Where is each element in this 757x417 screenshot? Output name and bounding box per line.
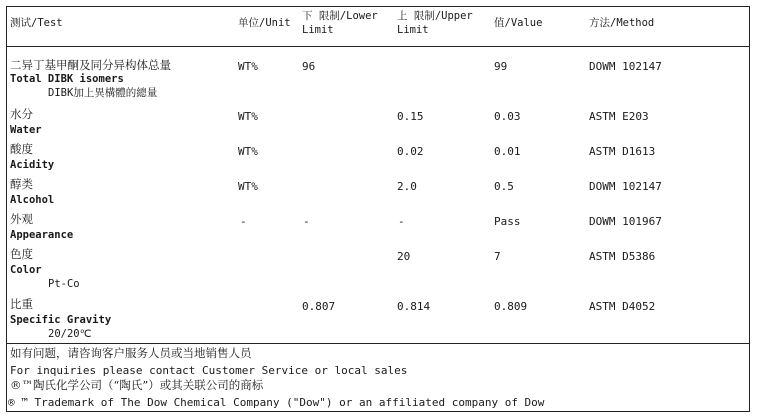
row-unit: WT% <box>238 110 258 123</box>
row-method: DOWM 102147 <box>589 60 662 73</box>
row-name-en: Acidity <box>10 159 55 171</box>
footer-trademark-zh: ®™陶氏化学公司（“陶氏”）或其关联公司的商标 <box>10 378 264 392</box>
row-upper-limit: 2.0 <box>397 180 417 193</box>
row-method: ASTM D1613 <box>589 145 656 158</box>
row-upper-limit: 0.814 <box>397 300 431 313</box>
row-value: 7 <box>494 250 501 263</box>
header-upper-limit-2: Limit <box>397 24 429 36</box>
row-name-zh: 酸度 <box>10 142 33 156</box>
row-unit: WT% <box>238 60 258 73</box>
row-upper-limit: 0.15 <box>397 110 424 123</box>
row-value: 0.01 <box>494 145 521 158</box>
row-name-sub: DIBK加上異構體的總量 <box>48 87 158 99</box>
row-method: ASTM D4052 <box>589 300 656 313</box>
row-lower-limit: - <box>303 215 310 228</box>
row-upper-limit: 0.02 <box>397 145 424 158</box>
row-unit: WT% <box>238 180 258 193</box>
row-upper-limit: 20 <box>397 250 411 263</box>
row-name-sub: Pt-Co <box>48 278 80 290</box>
row-unit: - <box>240 215 247 228</box>
row-method: ASTM D5386 <box>589 250 656 263</box>
row-name-zh: 二异丁基甲酮及同分异构体总量 <box>10 58 171 72</box>
row-name-en: Color <box>10 264 42 276</box>
row-unit: WT% <box>238 145 258 158</box>
row-name-en: Total DIBK isomers <box>10 73 124 85</box>
row-name-en: Specific Gravity <box>10 314 112 326</box>
header-method: 方法/Method <box>589 17 655 29</box>
header-test: 测试/Test <box>10 17 63 29</box>
row-value: 0.809 <box>494 300 528 313</box>
row-lower-limit: 96 <box>302 60 316 73</box>
row-value: 99 <box>494 60 508 73</box>
footer-contact-zh: 如有问题，请咨询客户服务人员或当地销售人员 <box>10 346 252 360</box>
row-name-sub: 20/20℃ <box>48 328 92 340</box>
row-method: DOWM 102147 <box>589 180 662 193</box>
row-name-zh: 水分 <box>10 107 33 121</box>
footer-divider <box>6 343 750 344</box>
header-lower-limit: 下 限制/Lower <box>302 10 378 22</box>
header-unit: 单位/Unit <box>238 17 291 29</box>
row-lower-limit: 0.807 <box>302 300 336 313</box>
header-upper-limit: 上 限制/Upper <box>397 10 473 22</box>
row-name-zh: 醇类 <box>10 177 33 191</box>
row-method: DOWM 101967 <box>589 215 662 228</box>
row-name-zh: 色度 <box>10 247 33 261</box>
row-name-en: Alcohol <box>10 194 55 206</box>
row-name-en: Appearance <box>10 229 74 241</box>
row-value: 0.5 <box>494 180 514 193</box>
row-name-en: Water <box>10 124 42 136</box>
header-value: 值/Value <box>494 17 543 29</box>
row-method: ASTM E203 <box>589 110 649 123</box>
footer-contact-en: For inquiries please contact Customer Service or local sales <box>10 364 408 377</box>
header-divider <box>6 46 750 47</box>
footer-trademark-en: ® ™ Trademark of The Dow Chemical Company ("Dow") or an affiliated company of Dow <box>8 396 545 409</box>
row-name-zh: 比重 <box>10 297 33 311</box>
row-value: Pass <box>494 215 521 228</box>
row-upper-limit: - <box>398 215 405 228</box>
row-value: 0.03 <box>494 110 521 123</box>
header-lower-limit-2: Limit <box>302 24 334 36</box>
row-name-zh: 外观 <box>10 212 33 226</box>
